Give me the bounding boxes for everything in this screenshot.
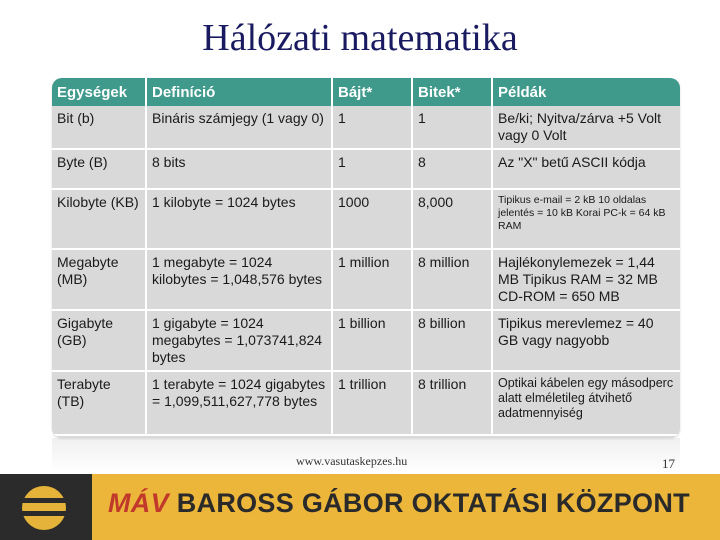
cell-bytes: 1000 [332,189,412,249]
cell-definition: 8 bits [146,149,332,189]
org-name-text: BAROSS GÁBOR OKTATÁSI KÖZPONT [176,488,690,518]
cell-examples: Optikai kábelen egy másodperc alatt elméletileg átvihető adatmennyiség [492,371,680,435]
table-row [52,310,680,371]
cell-definition: 1 terabyte = 1024 gigabytes = 1,099,511,627,778 bytes [146,371,332,435]
cell-unit: Gigabyte (GB) [52,310,146,371]
header-units: Egységek [52,78,146,106]
cell-unit: Terabyte (TB) [52,371,146,435]
brand-mav: MÁV [108,488,169,518]
cell-examples: Az "X" betű ASCII kódja [492,149,680,189]
cell-definition: 1 gigabyte = 1024 megabytes = 1,073741,824 bytes [146,310,332,371]
cell-examples: Hajlékonylemezek = 1,44 MB Tipikus RAM = 32 MB CD-ROM = 650 MB [492,249,680,310]
footer-banner [0,474,720,540]
page-number: 17 [662,456,675,471]
table-header-row [52,78,680,106]
units-table-container [52,78,680,438]
cell-unit: Byte (B) [52,149,146,189]
cell-definition: 1 megabyte = 1024 kilobytes = 1,048,576 bytes [146,249,332,310]
cell-bytes: 1 [332,149,412,189]
cell-unit: Bit (b) [52,106,146,149]
cell-definition: Bináris számjegy (1 vagy 0) [146,106,332,149]
cell-examples: Tipikus e-mail = 2 kB 10 oldalas jelentés = 10 kB Korai PC-k = 64 kB RAM [492,189,680,249]
header-bits: Bitek* [412,78,492,106]
logo-circle-icon [22,486,66,530]
footer-org-name [108,488,690,519]
slide-title: Hálózati matematika [202,17,518,59]
logo-line-icon [10,511,78,516]
cell-bits: 8 trillion [412,371,492,435]
cell-examples: Be/ki; Nyitva/zárva +5 Volt vagy 0 Volt [492,106,680,149]
mav-logo [0,474,92,540]
table-row [52,189,680,249]
header-bytes: Bájt* [332,78,412,106]
cell-bytes: 1 billion [332,310,412,371]
footer-url: www.vasutaskepzes.hu [296,454,408,468]
cell-bits: 8 [412,149,492,189]
header-examples: Példák [492,78,680,106]
cell-bytes: 1 million [332,249,412,310]
table-row [52,371,680,435]
cell-bits: 8,000 [412,189,492,249]
cell-bytes: 1 [332,106,412,149]
logo-line-icon [10,498,78,503]
cell-bytes: 1 trillion [332,371,412,435]
cell-bits: 1 [412,106,492,149]
header-definition: Definíció [146,78,332,106]
table-row [52,249,680,310]
table-row [52,149,680,189]
cell-bits: 8 million [412,249,492,310]
cell-unit: Kilobyte (KB) [52,189,146,249]
cell-bits: 8 billion [412,310,492,371]
cell-examples: Tipikus merevlemez = 40 GB vagy nagyobb [492,310,680,371]
units-table [52,78,680,436]
cell-definition: 1 kilobyte = 1024 bytes [146,189,332,249]
table-row [52,106,680,149]
cell-unit: Megabyte (MB) [52,249,146,310]
